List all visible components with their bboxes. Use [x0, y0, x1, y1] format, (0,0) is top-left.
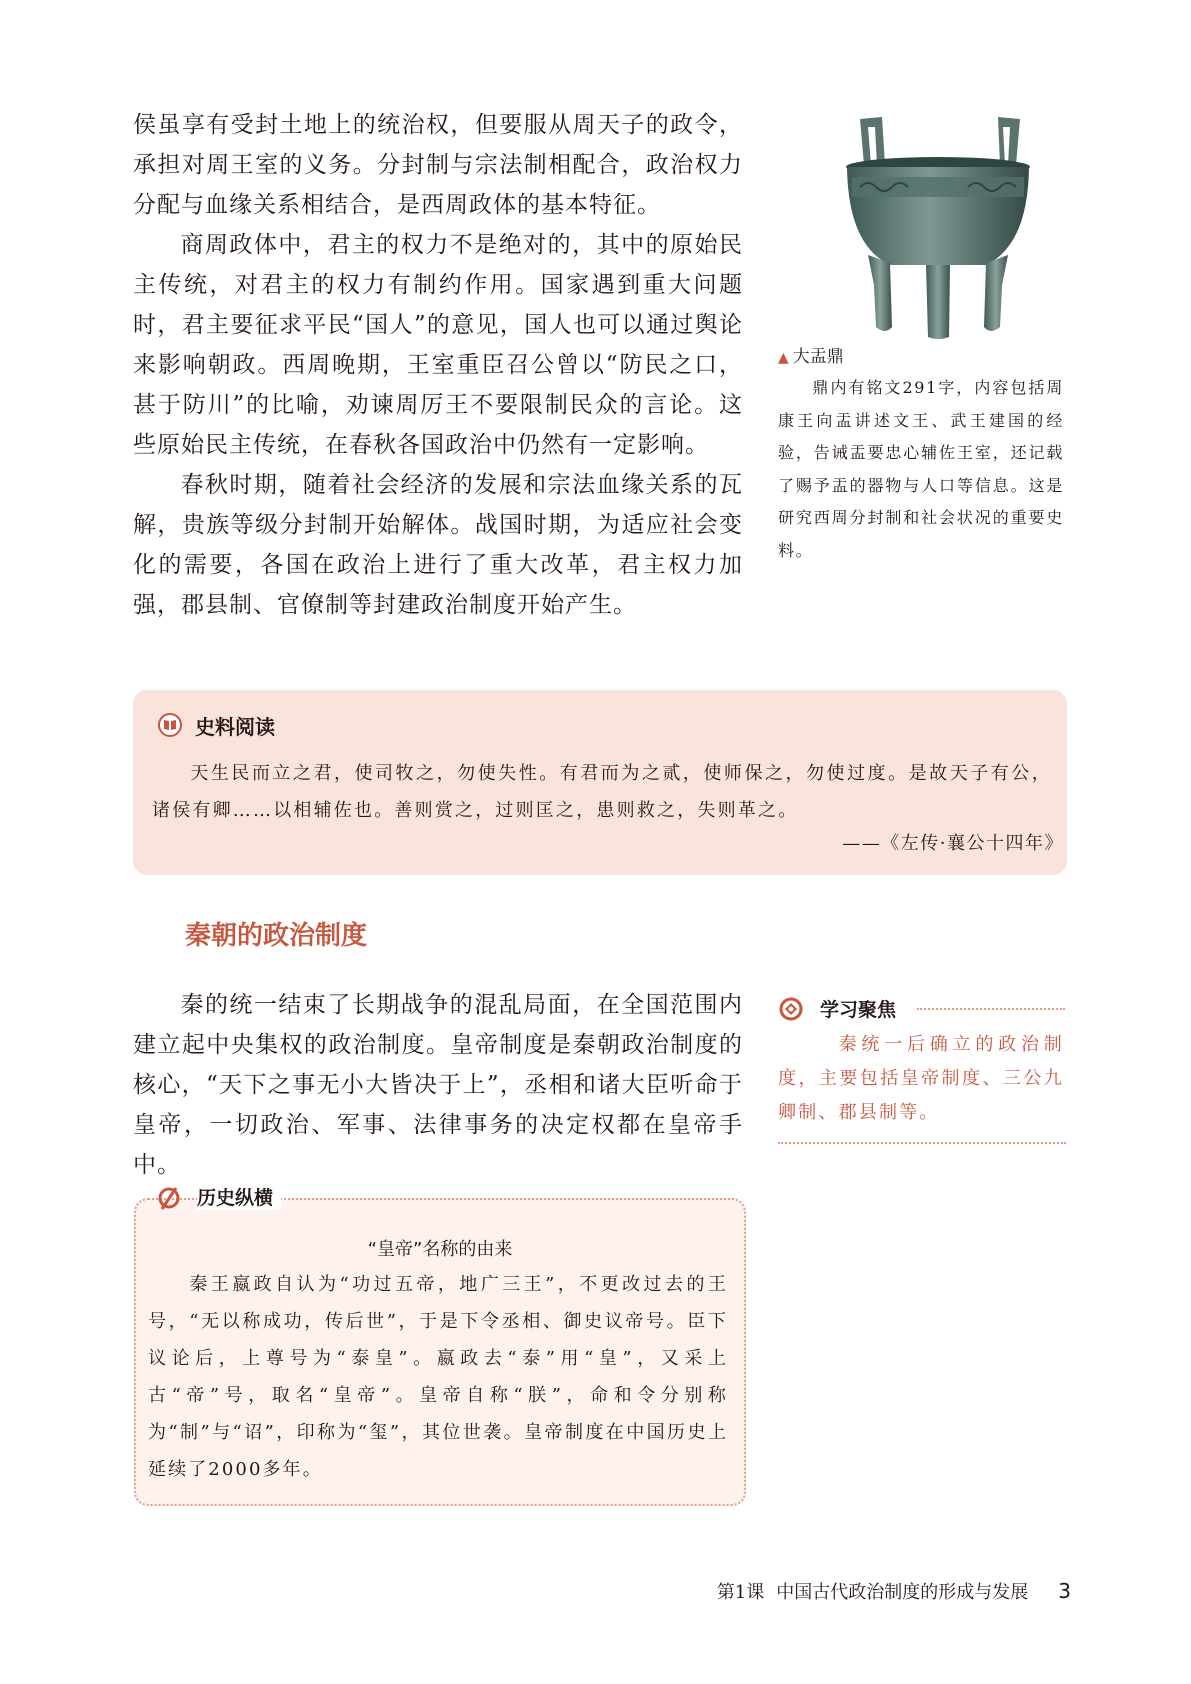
body-paragraph-2: 商周政体中，君主的权力不是绝对的，其中的原始民主传统，对君主的权力有制约作用。国家遇到重大问题时，君主要征求平民“国人”的意见，国人也可以通过舆论来影响朝政。西周晚期，王室重臣召公曾以“防民之口，甚于防川”的比喻，劝谏周厉王不要限制民众的言论。这些原始民主传统，在春秋各国政治中仍然有一定影响。: [133, 232, 743, 458]
figure-caption-text: 鼎内有铭文291字，内容包括周康王向盂讲述文王、武王建国的经验，告诫盂要忠心辅佐王室，还记载了赐予盂的器物与人口等信息。这是研究西周分封制和社会状况的重要史料。: [778, 378, 1064, 560]
target-icon: [779, 997, 803, 1021]
historical-reading-source: ——《左传·襄公十四年》: [842, 833, 1064, 854]
history-panorama-text: 秦王嬴政自认为“功过五帝，地广三王”，不更改过去的王号，“无以称成功，传后世”，于是下令丞相、御史议帝号。臣下议论后，上尊号为“泰皇”。嬴政去“泰”用“皇”，又采上古“帝”号，取名“皇帝”。皇帝自称“朕”，命和令分别称为“制”与“诏”，印称为“玺”，其位世袭。皇帝制度在中国历史上延续了2000多年。: [148, 1274, 728, 1480]
footer-lesson-title: 中国古代政治制度的形成与发展: [776, 1582, 1029, 1603]
body-paragraph-1: 侯虽享有受封土地上的统治权，但要服从周天子的政令，承担对周王室的义务。分封制与宗法制相配合，政治权力分配与血缘关系相结合，是西周政体的基本特征。: [133, 112, 743, 218]
learning-focus-bottom-divider: [778, 1142, 1066, 1144]
learning-focus-label: 学习聚焦: [820, 999, 897, 1021]
page-number: 3: [1058, 1579, 1071, 1603]
learning-focus-divider: [917, 1008, 1065, 1010]
section-title: 秦朝的政治制度: [185, 921, 368, 951]
history-symbol-icon: [154, 1183, 184, 1213]
historical-reading-text: 天生民而立之君，使司牧之，勿使失性。有君而为之贰，使师保之，勿使过度。是故天子有公，诸侯有卿……以相辅佐也。善则赏之，过则匡之，患则救之，失则革之。: [152, 763, 1052, 821]
footer-lesson-number: 第1课: [716, 1582, 765, 1603]
triangle-marker-icon: ▲: [778, 350, 789, 366]
page-footer: [717, 1578, 1071, 1604]
bronze-ding-image: [830, 115, 1045, 340]
history-panorama-subtitle: “皇帝”名称的由来: [367, 1239, 513, 1260]
figure-caption-title: ▲ 大盂鼎: [778, 347, 844, 367]
body-paragraph-4: 秦的统一结束了长期战争的混乱局面，在全国范围内建立起中央集权的政治制度。皇帝制度是秦朝政治制度的核心，“天下之事无小大皆决于上”，丞相和诸大臣听命于皇帝，一切政治、军事、法律事务的决定权都在皇帝手中。: [133, 992, 743, 1178]
learning-focus-text: 秦统一后确立的政治制度，主要包括皇帝制度、三公九卿制、郡县制等。: [778, 1034, 1064, 1123]
body-paragraph-3: 春秋时期，随着社会经济的发展和宗法血缘关系的瓦解，贵族等级分封制开始解体。战国时期，为适应社会变化的需要，各国在政治上进行了重大改革，君主权力加强，郡县制、官僚制等封建政治制度开始产生。: [133, 472, 743, 618]
book-icon: [158, 713, 182, 737]
history-panorama-label: 历史纵横: [197, 1183, 281, 1210]
historical-reading-label: 史料阅读: [195, 715, 275, 739]
